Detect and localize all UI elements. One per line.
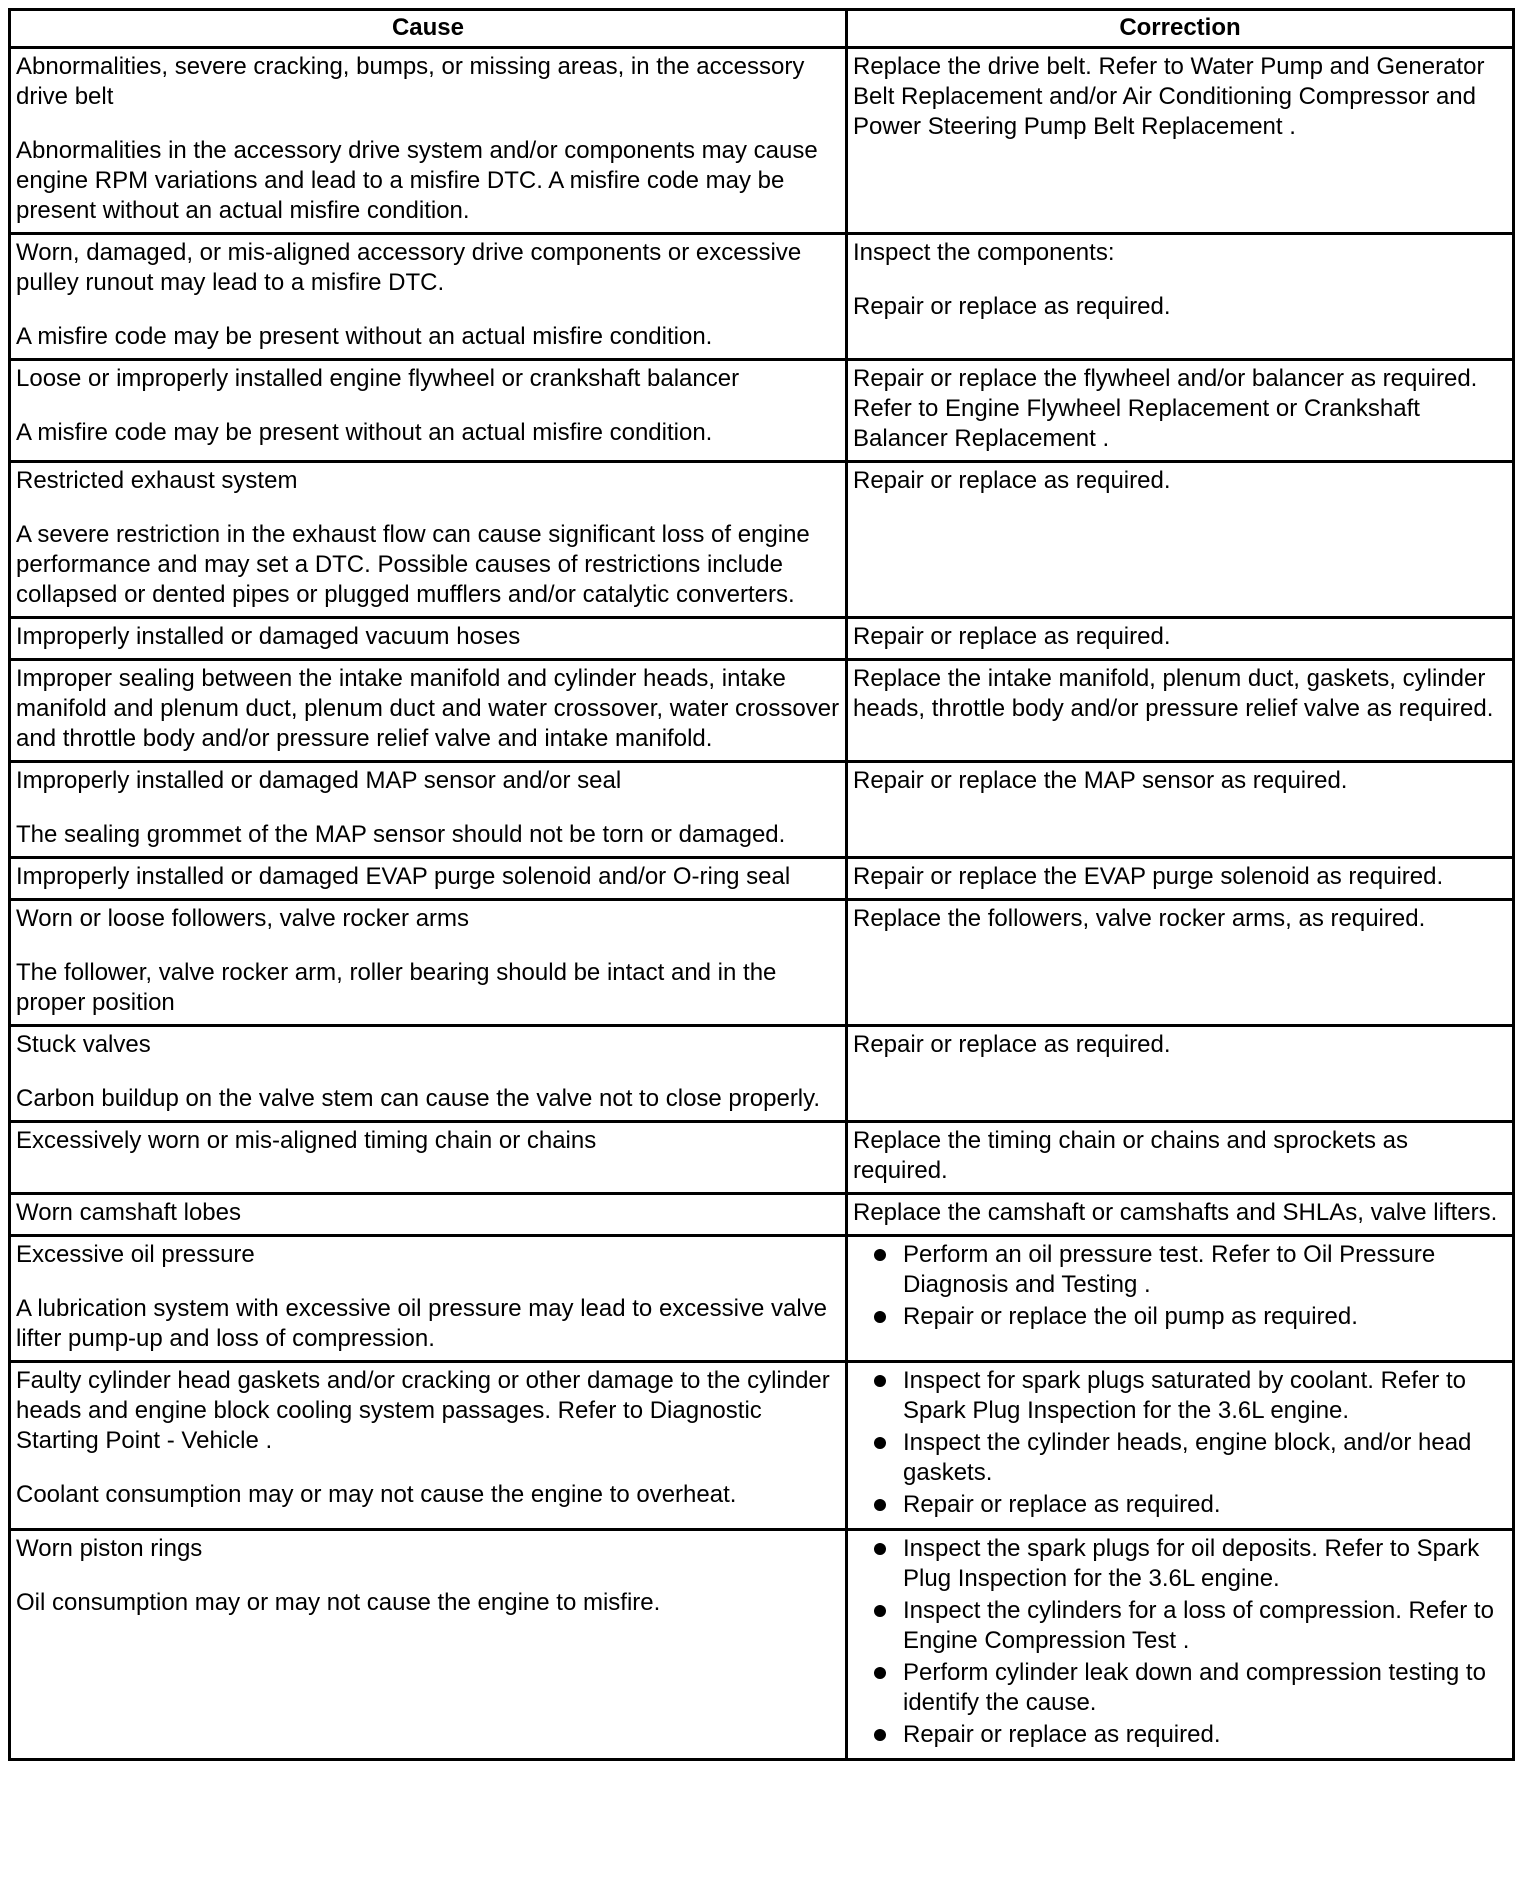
cause-note: A severe restriction in the exhaust flow can cause significant loss of engine performance and may set a DTC. Possible causes of restrictions include collapsed or dented pipes or plugged mufflers and/or catalytic converters. (16, 521, 810, 608)
cause-note: The sealing grommet of the MAP sensor should not be torn or damaged. (16, 821, 786, 848)
correction-cell (847, 900, 1514, 1026)
correction-text: Inspect the components: (853, 239, 1115, 266)
correction-bullet-item (853, 1658, 1508, 1718)
cause-text: Improperly installed or damaged MAP sensor and/or seal (16, 767, 622, 794)
cause-cell (10, 1362, 847, 1530)
correction-bullet-text: Repair or replace as required. (903, 1491, 1221, 1518)
cause-cell (10, 762, 847, 858)
correction-bullet-text: Perform cylinder leak down and compression testing to identify the cause. (903, 1659, 1486, 1716)
correction-cell (847, 360, 1514, 462)
correction-bullet-item (853, 1302, 1508, 1332)
correction-bullet-item (853, 1534, 1508, 1594)
table-row (10, 462, 1514, 618)
table-row (10, 1236, 1514, 1362)
correction-bullet-text: Inspect the cylinder heads, engine block, and/or head gaskets. (903, 1429, 1472, 1486)
cause-text: Restricted exhaust system (16, 467, 298, 494)
correction-cell (847, 1362, 1514, 1530)
cause-cell (10, 1026, 847, 1122)
correction-cell (847, 1530, 1514, 1760)
correction-bullet-item (853, 1240, 1508, 1300)
cause-column-header: Cause (10, 10, 847, 48)
correction-text: Repair or replace as required. (853, 467, 1171, 494)
correction-text: Repair or replace as required. (853, 623, 1171, 650)
correction-bullet-text: Inspect for spark plugs saturated by coolant. Refer to Spark Plug Inspection for the 3.6L engine. (903, 1367, 1466, 1424)
cause-cell (10, 1122, 847, 1194)
correction-text: Repair or replace the MAP sensor as required. (853, 767, 1348, 794)
correction-cell (847, 1194, 1514, 1236)
table-row (10, 858, 1514, 900)
correction-text: Replace the camshaft or camshafts and SHLAs, valve lifters. (853, 1199, 1498, 1226)
cause-note: Abnormalities in the accessory drive system and/or components may cause engine RPM variations and lead to a misfire DTC. A misfire code may be present without an actual misfire condition. (16, 137, 818, 224)
correction-text: Repair or replace as required. (853, 1031, 1171, 1058)
table-row (10, 1362, 1514, 1530)
correction-bullet-list (853, 1366, 1508, 1520)
correction-cell (847, 618, 1514, 660)
table-row (10, 234, 1514, 360)
correction-bullet-item (853, 1428, 1508, 1488)
correction-bullet-list (853, 1534, 1508, 1750)
cause-cell (10, 1236, 847, 1362)
bullet-icon (874, 1249, 886, 1261)
bullet-icon (874, 1729, 886, 1741)
correction-bullet-text: Repair or replace the oil pump as required. (903, 1303, 1358, 1330)
cause-text: Loose or improperly installed engine flywheel or crankshaft balancer (16, 365, 740, 392)
cause-note: A misfire code may be present without an actual misfire condition. (16, 323, 713, 350)
cause-text: Excessively worn or mis-aligned timing chain or chains (16, 1127, 597, 1154)
correction-text: Replace the followers, valve rocker arms, as required. (853, 905, 1426, 932)
cause-text: Worn, damaged, or mis-aligned accessory drive components or excessive pulley runout may lead to a misfire DTC. (16, 239, 802, 296)
correction-cell (847, 1026, 1514, 1122)
correction-text: Replace the drive belt. Refer to Water Pump and Generator Belt Replacement and/or Air Conditioning Compressor and Power Steering Pump Belt Replacement . (853, 53, 1485, 140)
cause-cell (10, 1194, 847, 1236)
correction-cell (847, 1236, 1514, 1362)
correction-cell (847, 48, 1514, 234)
cause-cell (10, 1530, 847, 1760)
correction-cell (847, 762, 1514, 858)
bullet-icon (874, 1499, 886, 1511)
bullet-icon (874, 1543, 886, 1555)
correction-bullet-text: Repair or replace as required. (903, 1721, 1221, 1748)
correction-bullet-list (853, 1240, 1508, 1332)
table-row (10, 48, 1514, 234)
cause-cell (10, 858, 847, 900)
cause-cell (10, 618, 847, 660)
correction-cell (847, 234, 1514, 360)
correction-bullet-item (853, 1490, 1508, 1520)
correction-bullet-item (853, 1720, 1508, 1750)
cause-cell (10, 48, 847, 234)
cause-note: The follower, valve rocker arm, roller bearing should be intact and in the proper position (16, 959, 777, 1016)
table-row (10, 762, 1514, 858)
bullet-icon (874, 1605, 886, 1617)
bullet-icon (874, 1437, 886, 1449)
cause-note: Oil consumption may or may not cause the engine to misfire. (16, 1589, 661, 1616)
correction-cell (847, 462, 1514, 618)
cause-text: Worn camshaft lobes (16, 1199, 241, 1226)
correction-bullet-item (853, 1596, 1508, 1656)
correction-bullet-text: Inspect the cylinders for a loss of compression. Refer to Engine Compression Test . (903, 1597, 1494, 1654)
cause-text: Excessive oil pressure (16, 1241, 255, 1268)
table-row (10, 1530, 1514, 1760)
cause-text: Improperly installed or damaged EVAP purge solenoid and/or O-ring seal (16, 863, 791, 890)
cause-note: Carbon buildup on the valve stem can cause the valve not to close properly. (16, 1085, 821, 1112)
cause-text: Worn piston rings (16, 1535, 203, 1562)
correction-cell (847, 1122, 1514, 1194)
cause-note: Coolant consumption may or may not cause the engine to overheat. (16, 1481, 737, 1508)
table-header-row (10, 10, 1514, 48)
correction-text: Replace the intake manifold, plenum duct, gaskets, cylinder heads, throttle body and/or pressure relief valve as required. (853, 665, 1494, 722)
cause-cell (10, 462, 847, 618)
correction-bullet-text: Perform an oil pressure test. Refer to Oil Pressure Diagnosis and Testing . (903, 1241, 1436, 1298)
cause-text: Improperly installed or damaged vacuum hoses (16, 623, 521, 650)
correction-column-header: Correction (847, 10, 1514, 48)
correction-text: Replace the timing chain or chains and sprockets as required. (853, 1127, 1408, 1184)
table-row (10, 1122, 1514, 1194)
bullet-icon (874, 1375, 886, 1387)
correction-cell (847, 858, 1514, 900)
table-row (10, 1026, 1514, 1122)
cause-cell (10, 360, 847, 462)
table-row (10, 660, 1514, 762)
bullet-icon (874, 1311, 886, 1323)
bullet-icon (874, 1667, 886, 1679)
correction-cell (847, 660, 1514, 762)
table-row (10, 360, 1514, 462)
cause-cell (10, 660, 847, 762)
table-body (10, 48, 1514, 1760)
correction-text: Repair or replace the flywheel and/or balancer as required. Refer to Engine Flywheel Replacement or Crankshaft Balancer Replacement . (853, 365, 1478, 452)
cause-note: A misfire code may be present without an actual misfire condition. (16, 419, 713, 446)
cause-text: Abnormalities, severe cracking, bumps, or missing areas, in the accessory drive belt (16, 53, 805, 110)
correction-bullet-item (853, 1366, 1508, 1426)
correction-bullet-text: Inspect the spark plugs for oil deposits. Refer to Spark Plug Inspection for the 3.6L engine. (903, 1535, 1480, 1592)
cause-text: Faulty cylinder head gaskets and/or cracking or other damage to the cylinder heads and engine block cooling system passages. Refer to Diagnostic Starting Point - Vehicle . (16, 1367, 830, 1454)
diagnosis-table (8, 8, 1515, 1761)
table-row (10, 1194, 1514, 1236)
correction-text: Repair or replace the EVAP purge solenoid as required. (853, 863, 1444, 890)
table-row (10, 900, 1514, 1026)
cause-text: Stuck valves (16, 1031, 151, 1058)
table-row (10, 618, 1514, 660)
correction-text: Repair or replace as required. (853, 293, 1171, 320)
cause-cell (10, 900, 847, 1026)
cause-text: Worn or loose followers, valve rocker arms (16, 905, 470, 932)
cause-text: Improper sealing between the intake manifold and cylinder heads, intake manifold and plenum duct, plenum duct and water crossover, water crossover and throttle body and/or pressure relief valve and intake manifold. (16, 665, 840, 752)
cause-note: A lubrication system with excessive oil pressure may lead to excessive valve lifter pump-up and loss of compression. (16, 1295, 828, 1352)
cause-cell (10, 234, 847, 360)
